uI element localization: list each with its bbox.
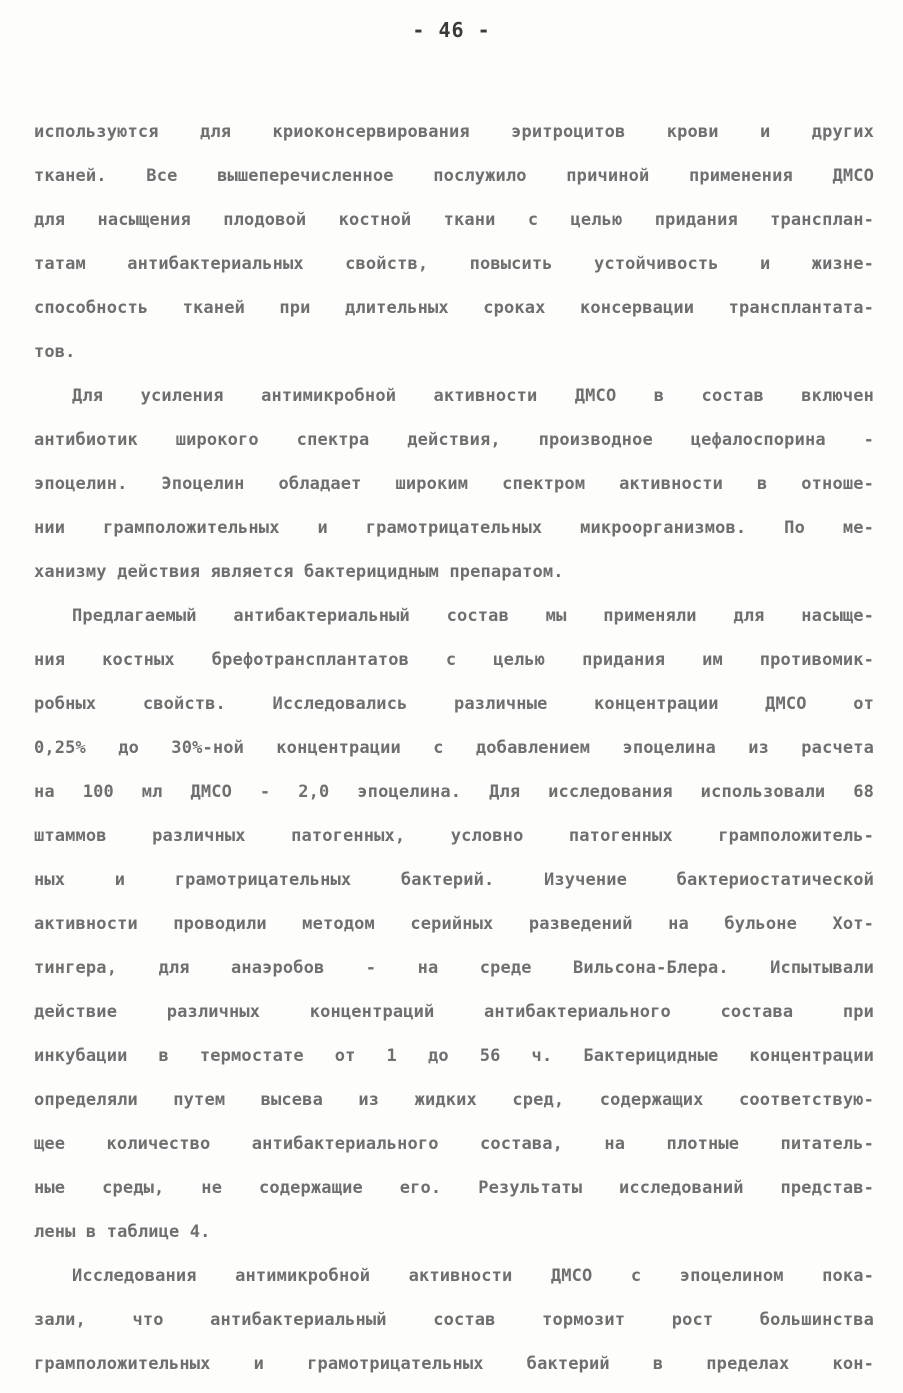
text-line: ных и грамотрицательных бактерий. Изучение бактериостатической (34, 870, 874, 890)
body-text (34, 110, 874, 1386)
text-line: антибиотик широкого спектра действия, производное цефалоспорина - (34, 430, 874, 450)
paragraph (34, 374, 874, 594)
paragraph (34, 594, 874, 1254)
text-line: ния костных брефотрансплантатов с целью придания им противомик- (34, 650, 874, 670)
page-number: - 46 - (412, 18, 491, 42)
paragraph (34, 1254, 874, 1386)
text-line: щее количество антибактериального состава, на плотные питатель- (34, 1134, 874, 1154)
text-line: штаммов различных патогенных, условно патогенных грамположитель- (34, 826, 874, 846)
text-line: эпоцелин. Эпоцелин обладает широким спектром активности в отноше- (34, 474, 874, 494)
text-line: ханизму действия является бактерицидным препаратом. (34, 562, 564, 582)
text-line: для насыщения плодовой костной ткани с целью придания трансплан- (34, 210, 874, 230)
text-line: нии грамположительных и грамотрицательных микроорганизмов. По ме- (34, 518, 874, 538)
text-line: инкубации в термостате от 1 до 56 ч. Бактерицидные концентрации (34, 1046, 874, 1066)
text-line: лены в таблице 4. (34, 1222, 211, 1242)
text-line: Для усиления антимикробной активности ДМСО в состав включен (72, 386, 874, 406)
text-line: тов. (34, 342, 76, 362)
text-line: действие различных концентраций антибактериального состава при (34, 1002, 874, 1022)
text-line: используются для криоконсервирования эритроцитов крови и других (34, 122, 874, 142)
text-line: зали, что антибактериальный состав тормозит рост большинства (34, 1310, 874, 1330)
text-line: Предлагаемый антибактериальный состав мы применяли для насыще- (72, 606, 874, 626)
text-line: тканей. Все вышеперечисленное послужило причиной применения ДМСО (34, 166, 874, 186)
text-line: активности проводили методом серийных разведений на бульоне Хот- (34, 914, 874, 934)
text-line: грамположительных и грамотрицательных бактерий в пределах кон- (34, 1354, 874, 1374)
text-line: ные среды, не содержащие его. Результаты исследований представ- (34, 1178, 874, 1198)
text-line: определяли путем высева из жидких сред, содержащих соответствую- (34, 1090, 874, 1110)
text-line: на 100 мл ДМСО - 2,0 эпоцелина. Для исследования использовали 68 (34, 782, 874, 802)
text-line: Исследования антимикробной активности ДМСО с эпоцелином пока- (72, 1266, 874, 1286)
text-line: робных свойств. Исследовались различные концентрации ДМСО от (34, 694, 874, 714)
text-line: татам антибактериальных свойств, повысить устойчивость и жизне- (34, 254, 874, 274)
text-line: способность тканей при длительных сроках консервации трансплантата- (34, 298, 874, 318)
text-line: тингера, для анаэробов - на среде Вильсона-Блера. Испытывали (34, 958, 874, 978)
paragraph (34, 110, 874, 374)
text-line: 0,25% до 30%-ной концентрации с добавлением эпоцелина из расчета (34, 738, 874, 758)
